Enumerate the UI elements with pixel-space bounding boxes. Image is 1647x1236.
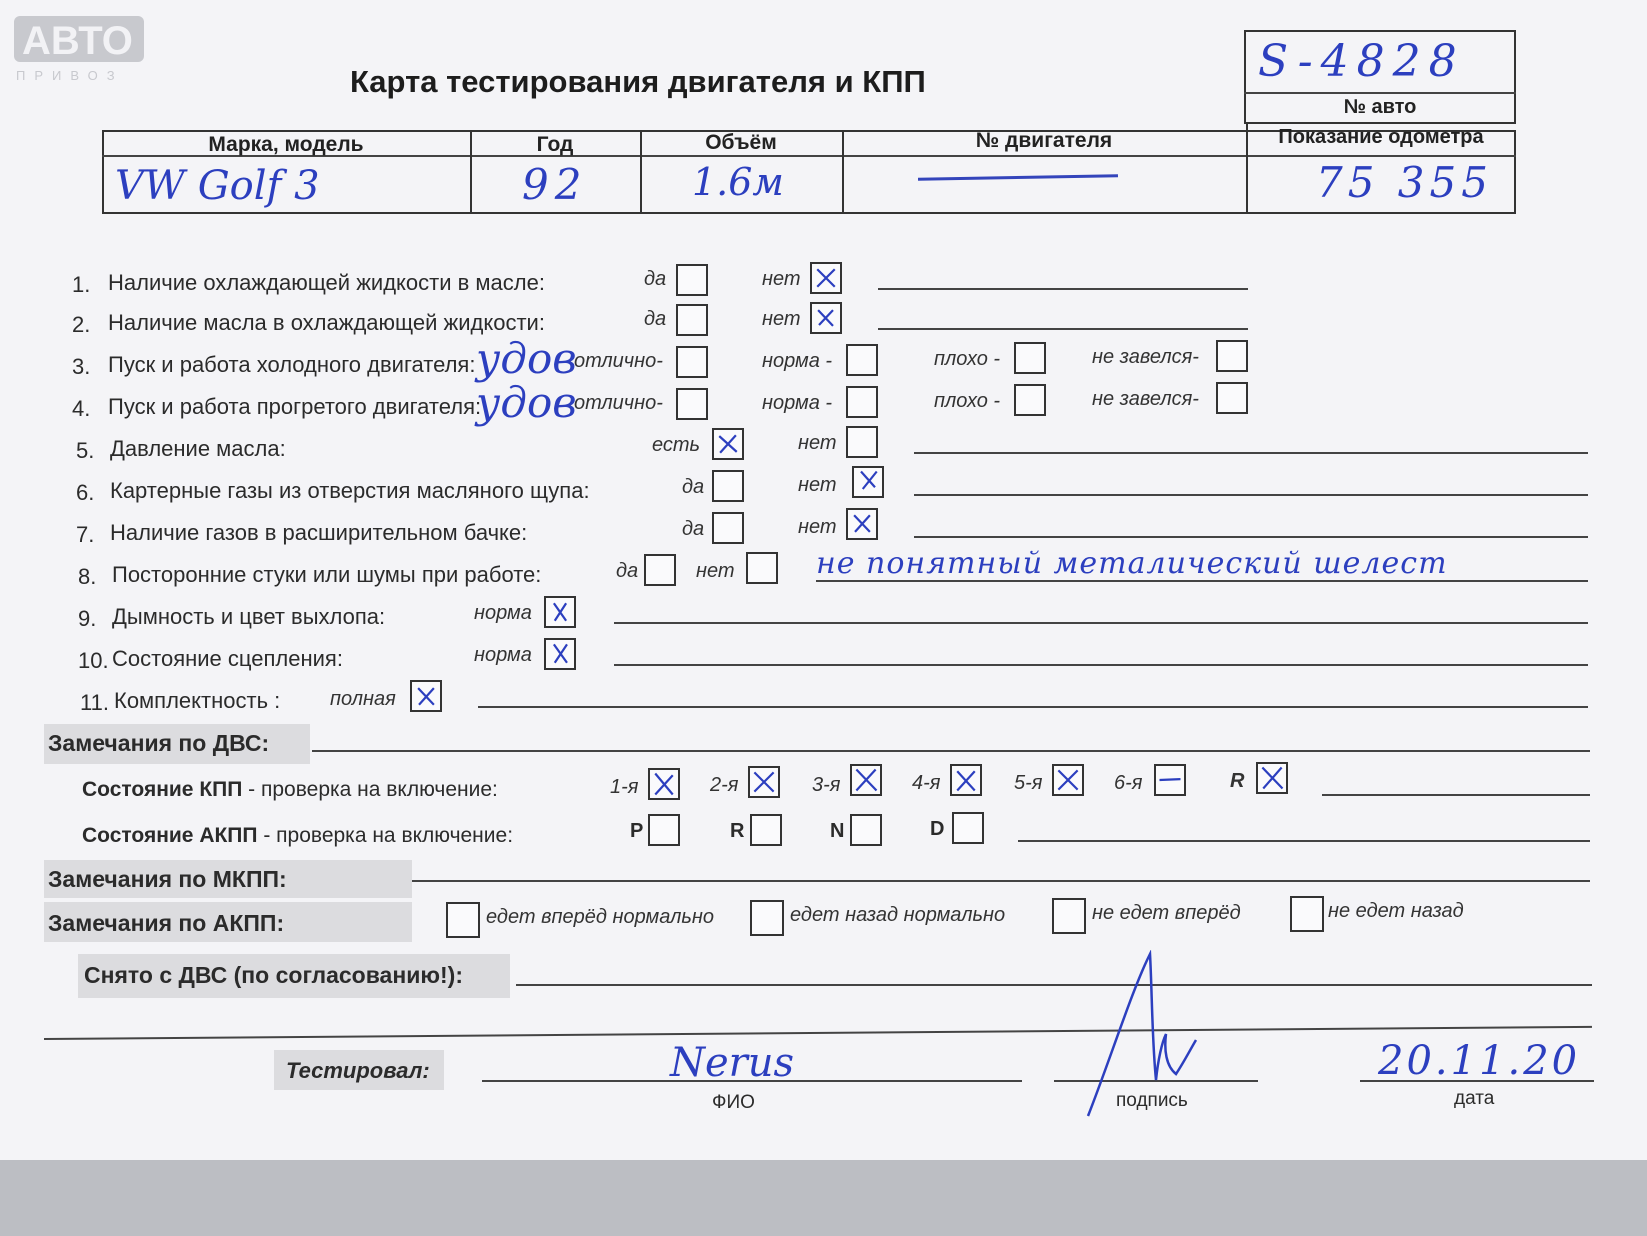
check-mark-icon	[546, 598, 574, 626]
position-n-checkbox[interactable]	[850, 814, 882, 846]
gear-1-label: 1-я	[610, 776, 639, 798]
year-label: Год	[536, 133, 574, 156]
auto-no-forward-checkbox[interactable]	[1052, 898, 1086, 934]
auto-reverse-ok-label: едет назад нормально	[790, 904, 1006, 926]
remarks-engine-label: Замечания по ДВС:	[48, 730, 270, 756]
item-10-number: 10.	[78, 648, 109, 673]
check-mark-icon	[1258, 764, 1286, 792]
odometer-value: 75 355	[1316, 158, 1493, 207]
item-6-number: 6.	[76, 480, 95, 505]
item-4-note: удов	[476, 378, 577, 427]
auto-no-reverse-checkbox[interactable]	[1290, 896, 1324, 932]
item-10-normal-checkbox[interactable]	[544, 638, 576, 670]
item-7-number: 7.	[76, 522, 95, 547]
position-d-label: D	[930, 818, 945, 840]
check-mark-icon	[1054, 766, 1082, 794]
item-1-number: 1.	[72, 272, 91, 297]
svg-text:ПРИВОЗ: ПРИВОЗ	[16, 68, 124, 83]
position-p-checkbox[interactable]	[648, 814, 680, 846]
position-p-label: P	[630, 820, 644, 842]
item-4-excellent-checkbox[interactable]	[676, 388, 708, 420]
item-4-bad-checkbox[interactable]	[1014, 384, 1046, 416]
auto-forward-ok-label: едет вперёд нормально	[486, 906, 715, 928]
check-mark-icon	[650, 770, 678, 798]
item-5-opt-present: есть	[652, 434, 701, 456]
tester-name-value: Nerus	[670, 1040, 795, 1086]
document-title: Карта тестирования двигателя и КПП	[350, 64, 926, 99]
auto-gearbox-label: Состояние АКПП - проверка на включение:	[82, 824, 514, 847]
gear-6-checkbox[interactable]	[1154, 764, 1186, 796]
item-9-opt-normal: норма	[474, 602, 532, 624]
make-model-value: VW Golf 3	[115, 163, 320, 209]
item-4-opt-not-started: не завелся-	[1092, 388, 1199, 410]
odometer-label: Показание одометра	[1278, 126, 1484, 148]
item-5-text: Давление масла:	[110, 436, 286, 461]
gear-5-label: 5-я	[1014, 772, 1043, 794]
item-2-opt-no: нет	[762, 308, 801, 330]
item-4-opt-normal: норма -	[762, 392, 833, 414]
item-3-normal-checkbox[interactable]	[846, 344, 878, 376]
item-3-excellent-checkbox[interactable]	[676, 346, 708, 378]
name-caption: ФИО	[712, 1092, 755, 1113]
item-1-no-checkbox[interactable]	[810, 262, 842, 294]
check-mark-icon	[848, 510, 876, 538]
item-10-opt-normal: норма	[474, 644, 532, 666]
check-mark-icon	[714, 430, 742, 458]
item-2-yes-checkbox[interactable]	[676, 304, 708, 336]
position-r-checkbox[interactable]	[750, 814, 782, 846]
item-5-number: 5.	[76, 438, 95, 463]
item-8-number: 8.	[78, 564, 97, 589]
item-11-opt-full: полная	[330, 688, 396, 710]
item-1-opt-no: нет	[762, 268, 801, 290]
make-model-label: Марка, модель	[208, 133, 364, 156]
date-value: 20.11.20	[1378, 1038, 1581, 1084]
item-5-opt-absent: нет	[798, 432, 837, 454]
item-3-opt-not-started: не завелся-	[1092, 346, 1199, 368]
item-4-opt-bad: плохо -	[934, 390, 1001, 412]
item-3-bad-checkbox[interactable]	[1014, 342, 1046, 374]
volume-label: Объём	[705, 131, 777, 154]
item-2-number: 2.	[72, 312, 91, 337]
removed-label: Снято с ДВС (по согласованию!):	[84, 962, 463, 988]
item-3-not-started-checkbox[interactable]	[1216, 340, 1248, 372]
check-mark-icon	[412, 682, 440, 710]
avto-privoz-logo	[14, 14, 164, 89]
position-n-label: N	[830, 820, 845, 842]
item-1-text: Наличие охлаждающей жидкости в масле:	[108, 270, 545, 295]
date-caption: дата	[1454, 1088, 1495, 1109]
volume-value: 1.6м	[692, 160, 784, 204]
item-7-no-checkbox[interactable]	[846, 508, 878, 540]
position-r-label: R	[730, 820, 745, 842]
remarks-manual-label: Замечания по МКПП:	[48, 866, 287, 892]
item-4-normal-checkbox[interactable]	[846, 386, 878, 418]
item-8-text: Посторонние стуки или шумы при работе:	[112, 562, 542, 587]
item-7-text: Наличие газов в расширительном бачке:	[110, 520, 528, 545]
item-4-text: Пуск и работа прогретого двигателя:	[108, 394, 482, 419]
check-mark-icon	[750, 768, 778, 796]
item-11-number: 11.	[80, 690, 109, 715]
remarks-auto-label: Замечания по АКПП:	[48, 910, 285, 936]
item-4-not-started-checkbox[interactable]	[1216, 382, 1248, 414]
item-9-normal-checkbox[interactable]	[544, 596, 576, 628]
item-2-text: Наличие масла в охлаждающей жидкости:	[108, 310, 545, 335]
svg-text:АВТО: АВТО	[22, 19, 133, 63]
item-1-opt-yes: да	[644, 268, 667, 290]
signature-caption: подпись	[1116, 1090, 1188, 1111]
check-mark-icon	[854, 468, 882, 496]
check-mark-icon	[852, 766, 880, 794]
gear-2-checkbox[interactable]	[748, 766, 780, 798]
engine-number-label: № двигателя	[975, 129, 1113, 152]
item-11-text: Комплектность :	[114, 688, 281, 713]
gear-1-checkbox[interactable]	[648, 768, 680, 800]
item-5-present-checkbox[interactable]	[712, 428, 744, 460]
item-8-yes-checkbox[interactable]	[644, 554, 676, 586]
auto-reverse-ok-checkbox[interactable]	[750, 900, 784, 936]
position-d-checkbox[interactable]	[952, 812, 984, 844]
car-number-label: № авто	[1343, 96, 1417, 118]
check-mark-icon	[546, 640, 574, 668]
item-6-text: Картерные газы из отверстия масляного щупа:	[110, 478, 590, 503]
year-value: 92	[522, 160, 588, 209]
gear-5-checkbox[interactable]	[1052, 764, 1084, 796]
car-number-value: S-4828	[1258, 36, 1465, 87]
item-7-opt-no: нет	[798, 516, 837, 538]
tested-label: Тестировал:	[286, 1058, 430, 1083]
item-8-opt-yes: да	[616, 560, 639, 582]
item-5-absent-checkbox[interactable]	[846, 426, 878, 458]
gear-3-checkbox[interactable]	[850, 764, 882, 796]
gearbox-label: Состояние КПП - проверка на включение:	[82, 778, 498, 801]
auto-no-forward-label: не едет вперёд	[1092, 902, 1241, 924]
item-1-yes-checkbox[interactable]	[676, 264, 708, 296]
item-6-no-checkbox[interactable]	[852, 466, 884, 498]
item-9-number: 9.	[78, 606, 97, 631]
gear-2-label: 2-я	[710, 774, 739, 796]
scan-background	[0, 1160, 1647, 1236]
item-4-opt-excellent: отлично-	[574, 392, 663, 414]
item-8-opt-no: нет	[696, 560, 735, 582]
item-4-number: 4.	[72, 396, 91, 421]
item-7-yes-checkbox[interactable]	[712, 512, 744, 544]
item-6-opt-yes: да	[682, 476, 705, 498]
item-6-yes-checkbox[interactable]	[712, 470, 744, 502]
item-3-number: 3.	[72, 354, 91, 379]
gear-3-label: 3-я	[812, 774, 841, 796]
gear-4-label: 4-я	[912, 772, 941, 794]
check-mark-icon	[812, 264, 840, 292]
item-2-no-checkbox[interactable]	[810, 302, 842, 334]
item-10-text: Состояние сцепления:	[112, 646, 343, 671]
item-9-text: Дымность и цвет выхлопа:	[112, 604, 386, 629]
item-2-opt-yes: да	[644, 308, 667, 330]
item-7-opt-yes: да	[682, 518, 705, 540]
item-11-full-checkbox[interactable]	[410, 680, 442, 712]
item-3-note: удов	[476, 334, 577, 383]
item-8-note: не понятный металический шелест	[816, 546, 1448, 581]
dash-mark-icon	[1156, 766, 1184, 794]
item-3-opt-normal: норма -	[762, 350, 833, 372]
gear-4-checkbox[interactable]	[950, 764, 982, 796]
check-mark-icon	[952, 766, 980, 794]
gear-r-label: R	[1230, 770, 1245, 792]
item-8-no-checkbox[interactable]	[746, 552, 778, 584]
item-3-opt-excellent: отлично-	[574, 350, 663, 372]
auto-no-reverse-label: не едет назад	[1328, 900, 1464, 922]
item-3-text: Пуск и работа холодного двигателя:	[108, 352, 476, 377]
check-mark-icon	[812, 304, 840, 332]
item-3-opt-bad: плохо -	[934, 348, 1001, 370]
gear-r-checkbox[interactable]	[1256, 762, 1288, 794]
item-6-opt-no: нет	[798, 474, 837, 496]
gear-6-label: 6-я	[1114, 772, 1143, 794]
auto-forward-ok-checkbox[interactable]	[446, 902, 480, 938]
